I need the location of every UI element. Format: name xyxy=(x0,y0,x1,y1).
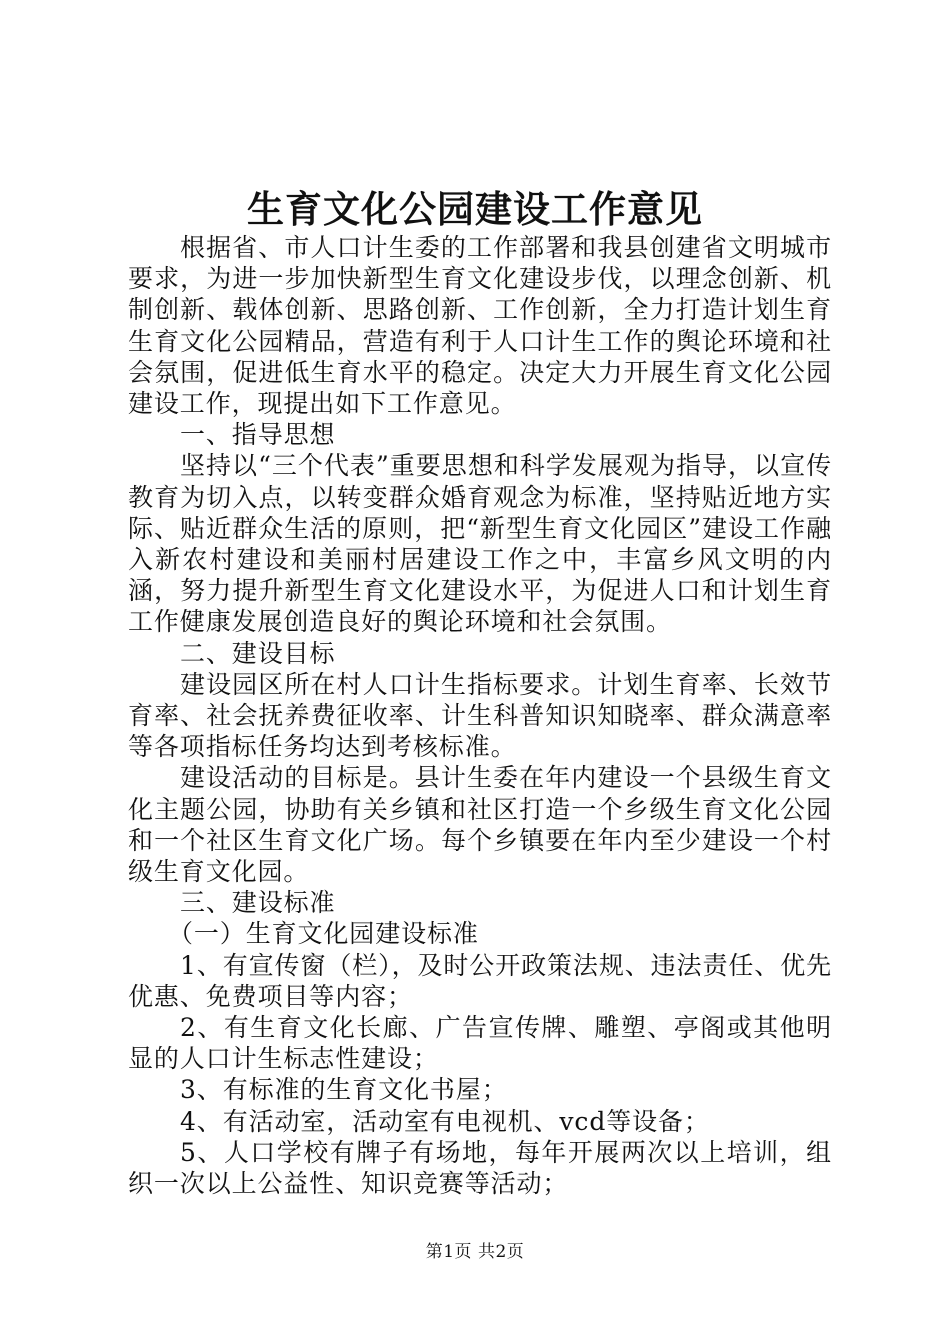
paragraph-guiding-ideology: 坚持以“三个代表”重要思想和科学发展观为指导，以宣传教育为切入点，以转变群众婚育观念为标准，坚持贴近地方实际、贴近群众生活的原则，把“新型生育文化园区”建设工作融入新农村建设和美丽村居建设工作之中，丰富乡风文明的内涵，努力提升新型生育文化建设水平，为促进人口和计划生育工作健康发展创造良好的舆论环境和社会氛围。 xyxy=(128,451,832,637)
paragraph-goal-activities: 建设活动的目标是。县计生委在年内建设一个县级生育文化主题公园，协助有关乡镇和社区打造一个乡级生育文化公园和一个社区生育文化广场。每个乡镇要在年内至少建设一个村级生育文化园。 xyxy=(128,763,832,887)
document-body xyxy=(128,232,832,1199)
paragraph-intro: 根据省、市人口计生委的工作部署和我县创建省文明城市要求，为进一步加快新型生育文化建设步伐，以理念创新、机制创新、载体创新、思路创新、工作创新，全力打造计划生育生育文化公园精品，营造有利于人口计生工作的舆论环境和社会氛围，促进低生育水平的稳定。决定大力开展生育文化公园建设工作，现提出如下工作意见。 xyxy=(128,233,832,419)
list-item-standard-5: 5、人口学校有牌子有场地，每年开展两次以上培训，组织一次以上公益性、知识竞赛等活动； xyxy=(128,1137,832,1199)
paragraph-goal-indicators: 建设园区所在村人口计生指标要求。计划生育率、长效节育率、社会抚养费征收率、计生科普知识知晓率、群众满意率等各项指标任务均达到考核标准。 xyxy=(128,669,832,762)
section-heading-guiding-ideology: 一、指导思想 xyxy=(180,420,336,450)
subsection-heading-park-standards: （一）生育文化园建设标准 xyxy=(168,919,479,949)
list-item-standard-2: 2、有生育文化长廊、广告宣传牌、雕塑、亭阁或其他明显的人口计生标志性建设； xyxy=(128,1013,832,1074)
section-heading-construction-goals: 二、建设目标 xyxy=(180,638,336,668)
list-item-standard-4: 4、有活动室，活动室有电视机、vcd等设备； xyxy=(180,1106,710,1136)
document-title: 生育文化公园建设工作意见 xyxy=(247,187,703,231)
section-heading-construction-standards: 三、建设标准 xyxy=(180,888,336,918)
list-item-standard-1: 1、有宣传窗（栏），及时公开政策法规、违法责任、优先优惠、免费项目等内容； xyxy=(128,950,832,1011)
page-footer: 第1页 共2页 xyxy=(425,1242,525,1262)
list-item-standard-3: 3、有标准的生育文化书屋； xyxy=(180,1075,508,1105)
